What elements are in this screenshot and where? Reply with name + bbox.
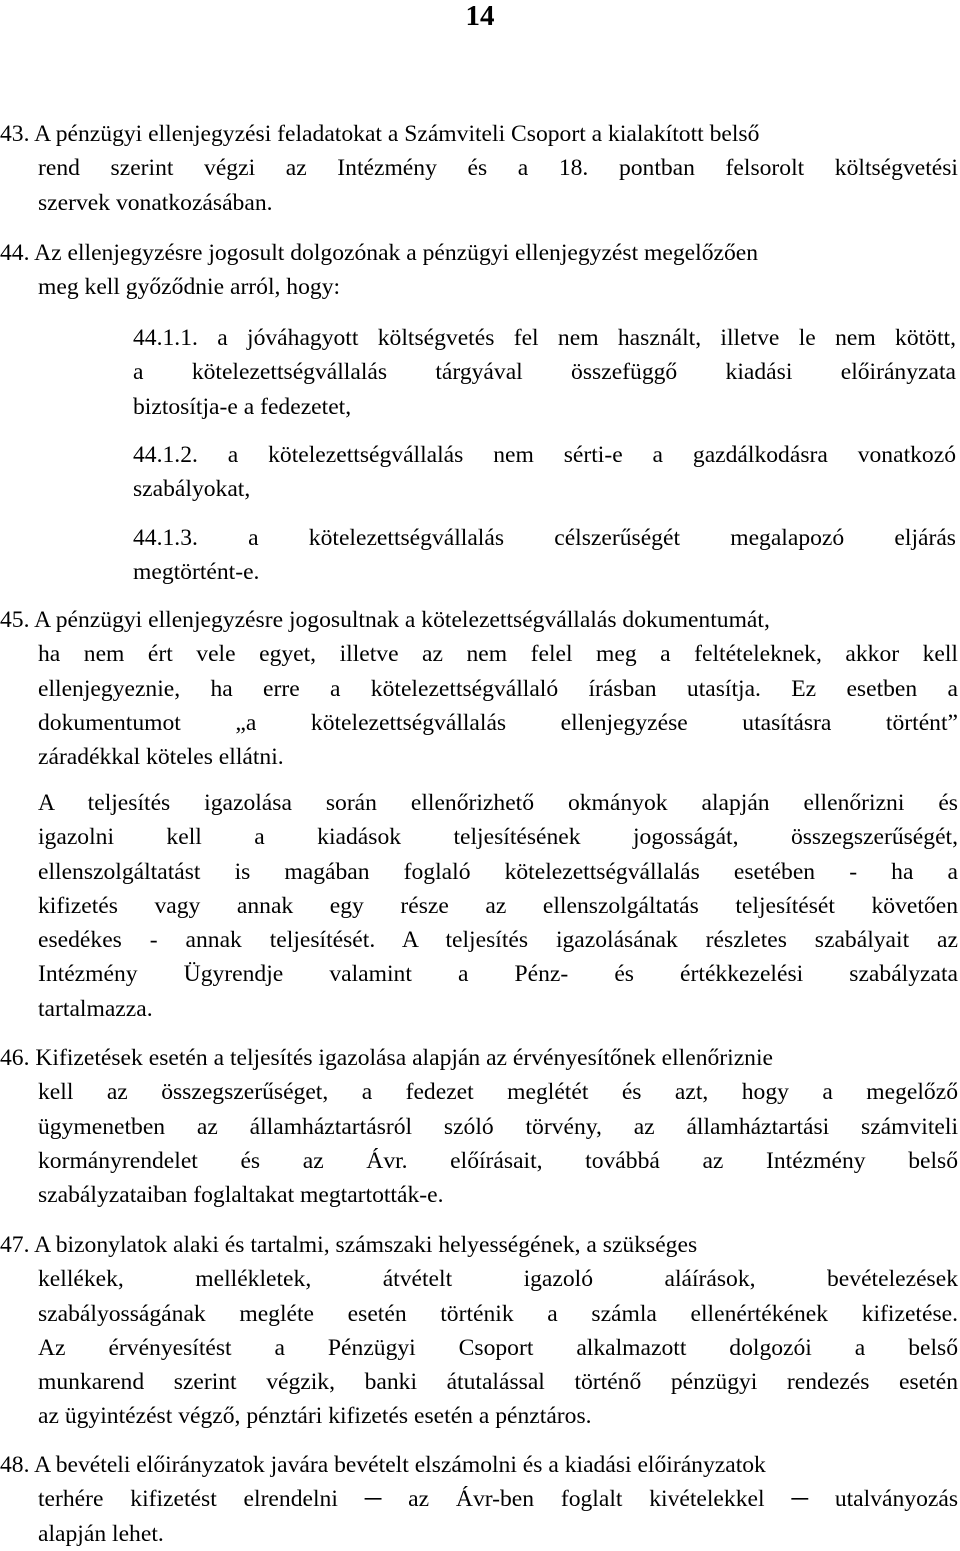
item-44 — [0, 236, 958, 305]
text-line: kellékek, mellékletek, átvételt igazoló aláírások, bevételezések — [38, 1266, 958, 1293]
text-line: Az érvényesítést a Pénzügyi Csoport alkalmazott dolgozói a belső — [38, 1334, 958, 1361]
item-number: 44. — [0, 240, 30, 266]
item-48 — [0, 1448, 958, 1551]
item-number: 48. — [0, 1452, 30, 1478]
page-number: 14 — [465, 0, 495, 32]
text-line: a kötelezettségvállalás tárgyával összefüggő kiadási előirányzata — [133, 359, 956, 386]
text-line: megtörtént-e. — [133, 559, 260, 586]
text-line: 44.1.1. a jóváhagyott költségvetés fel nem használt, illetve le nem kötött, — [133, 325, 956, 351]
text-line: A pénzügyi ellenjegyzésre jogosultnak a kötelezettségvállalás dokumentumát, — [29, 607, 770, 633]
text-line: Az ellenjegyzésre jogosult dolgozónak a pénzügyi ellenjegyzést megelőzően — [29, 240, 759, 266]
text-line: ha nem ért vele egyet, illetve az nem felel meg a feltételeknek, akkor kell — [38, 641, 958, 668]
item-number: 45. — [0, 607, 30, 633]
text-line: szabályzataiban foglaltakat megtartották-e. — [38, 1182, 444, 1209]
item-46 — [0, 1041, 958, 1212]
text-line: 44.1.2. a kötelezettségvállalás nem sérti-e a gazdálkodásra vonatkozó — [133, 442, 956, 468]
text-line: munkarend szerint végzik, banki átutalással történő pénzügyi rendezés esetén — [38, 1369, 958, 1396]
text-line: meg kell győződnie arról, hogy: — [38, 274, 341, 301]
text-line: kell az összegszerűséget, a fedezet meglétét és azt, hogy a megelőző — [38, 1079, 958, 1106]
text-line: szabályosságának megléte esetén történik a számla ellenértékének kifizetése. — [38, 1300, 958, 1327]
text-line: esedékes - annak teljesítését. A teljesítés igazolásának részletes szabályait az — [38, 927, 958, 954]
text-line: kormányrendelet és az Ávr. előírásait, továbbá az Intézmény belső — [38, 1147, 958, 1174]
text-line: Intézmény Ügyrendje valamint a Pénz- és értékkezelési szabályzata — [38, 961, 958, 988]
text-line: szervek vonatkozásában. — [38, 189, 273, 216]
text-line: A teljesítés igazolása során ellenőrizhető okmányok alapján ellenőrizni és — [38, 790, 958, 816]
text-line: tartalmazza. — [38, 995, 153, 1022]
text-line: A pénzügyi ellenjegyzési feladatokat a Számviteli Csoport a kialakított belső — [29, 121, 760, 147]
text-line: záradékkal köteles ellátni. — [38, 744, 284, 771]
item-45 — [0, 603, 958, 774]
item-47 — [0, 1228, 958, 1434]
text-line: ellenszolgáltatást is magában foglaló kötelezettségvállalás esetében - ha a — [38, 858, 958, 885]
text-line: 44.1.3. a kötelezettségvállalás célszerűségét megalapozó eljárás — [133, 525, 956, 551]
text-line: az ügyintézést végző, pénztári kifizetés esetén a pénztáros. — [38, 1403, 592, 1430]
text-line: szabályokat, — [133, 476, 251, 503]
text-line: terhére kifizetést elrendelni ─ az Ávr-ben foglalt kivételekkel ─ utalványozás — [38, 1486, 958, 1513]
text-line: rend szerint végzi az Intézmény és a 18. pontban felsorolt költségvetési — [38, 155, 958, 182]
text-line: A bizonylatok alaki és tartalmi, számszaki helyességének, a szükséges — [29, 1232, 698, 1258]
item-number: 47. — [0, 1232, 30, 1258]
item-number: 46. — [0, 1045, 30, 1071]
paragraph-teljesites — [38, 786, 958, 1026]
text-line: Kifizetések esetén a teljesítés igazolása alapján az érvényesítőnek ellenőriznie — [29, 1045, 774, 1071]
text-line: ellenjegyeznie, ha erre a kötelezettségvállaló írásban utasítja. Ez esetben a — [38, 675, 958, 702]
text-line: A bevételi előirányzatok javára bevételt elszámolni és a kiadási előirányzatok — [29, 1452, 766, 1478]
text-line: ügymenetben az államháztartásról szóló törvény, az államháztartási számviteli — [38, 1113, 958, 1140]
subitem-44-1-3 — [133, 521, 956, 590]
text-line: alapján lehet. — [38, 1520, 164, 1547]
text-line: kifizetés vagy annak egy része az ellenszolgáltatás teljesítését követően — [38, 892, 958, 919]
text-line: biztosítja-e a fedezetet, — [133, 393, 352, 420]
subitem-44-1-1 — [133, 321, 956, 424]
item-43 — [0, 117, 958, 220]
item-number: 43. — [0, 121, 30, 147]
text-line: igazolni kell a kiadások teljesítésének jogosságát, összegszerűségét, — [38, 824, 958, 851]
subitem-44-1-2 — [133, 438, 956, 507]
text-line: dokumentumot „a kötelezettségvállalás ellenjegyzése utasításra történt” — [38, 709, 958, 736]
